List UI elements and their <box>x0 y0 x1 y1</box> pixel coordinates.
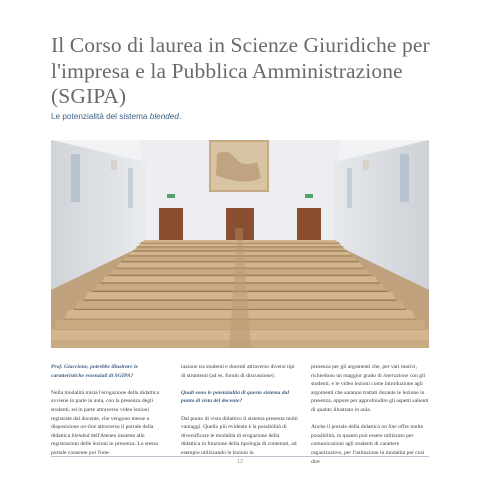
page-number: 12 <box>236 459 244 465</box>
answer-text: Anche il portale della didattica <box>311 424 382 431</box>
emphasis-text: blended <box>71 432 90 439</box>
emphasis-text: on line <box>381 424 397 431</box>
answer-text: attraverso il portale della didattica <box>51 424 154 439</box>
subtitle-end: . <box>178 112 182 121</box>
text-column-3 <box>311 363 429 475</box>
page-title: Il Corso di laurea in Scienze Giuridiche per l'impresa e la Pubblica Amministrazione (SGIPA) <box>51 33 430 108</box>
answer-paragraph <box>311 423 429 466</box>
interview-question: Quali sono le potenzialità di questo sistema dal punto di vista del docente? <box>181 389 290 405</box>
interview-question: Prof. Giaccione, potrebbe illustrare le caratteristiche essenziali di SGIPA? <box>51 364 139 379</box>
answer-paragraph <box>51 389 169 458</box>
answer-paragraph <box>311 363 429 415</box>
answer-paragraph: Dal punto di vista didattico il sistema presenta molti vantaggi. Quello più evidente è la possibilità di diversificare le modalità di erogazione della didattica in funzione della tipologia di contenuti, ad esempio utilizzando le lezioni in <box>181 415 298 456</box>
answer-text: dell'Ateneo insieme alle registrazioni delle lezioni in presenza. Lo stesso portale consente poi l'inte- <box>51 432 159 456</box>
subtitle-emphasis: blended <box>149 112 179 121</box>
answer-text: Nella modalità mista l'erogazione della didattica avviene in parte in aula, con la presenza degli studenti, ed in parte attraverso video lezioni registrate dal docente, che vengono messe a disposizione <box>51 389 160 431</box>
lecture-hall-image <box>51 140 429 348</box>
answer-text: presenza per gli argomenti che, per vari motivi, richiedono un maggior grado di <box>311 364 417 379</box>
emphasis-text: on-line <box>80 424 97 431</box>
footer-divider <box>51 456 429 457</box>
answer-paragraph: razione tra studenti e docenti attraverso diversi tipi di strumenti (ad es. forum di discussione). <box>181 364 295 379</box>
answer-text: offre molte possibilità, in quanto può essere utilizzato per comunicazioni agli studenti di carattere organizzativo, per l'istituzione in modalità per così dire <box>311 424 425 465</box>
subtitle <box>51 112 431 121</box>
text-column-2 <box>181 363 299 466</box>
text-column-1 <box>51 363 169 466</box>
emphasis-text: interazione <box>383 372 409 379</box>
answer-text: con gli studenti, e le video lezioni come introduzione agli argomenti che saranno trattati durante le lezione in presenza, oppure per approfondire gli aspetti salienti di quanto illustrato in aula. <box>311 372 429 413</box>
subtitle-text: Le potenzialità del sistema <box>51 112 150 121</box>
lecture-hall-photo <box>51 140 429 348</box>
